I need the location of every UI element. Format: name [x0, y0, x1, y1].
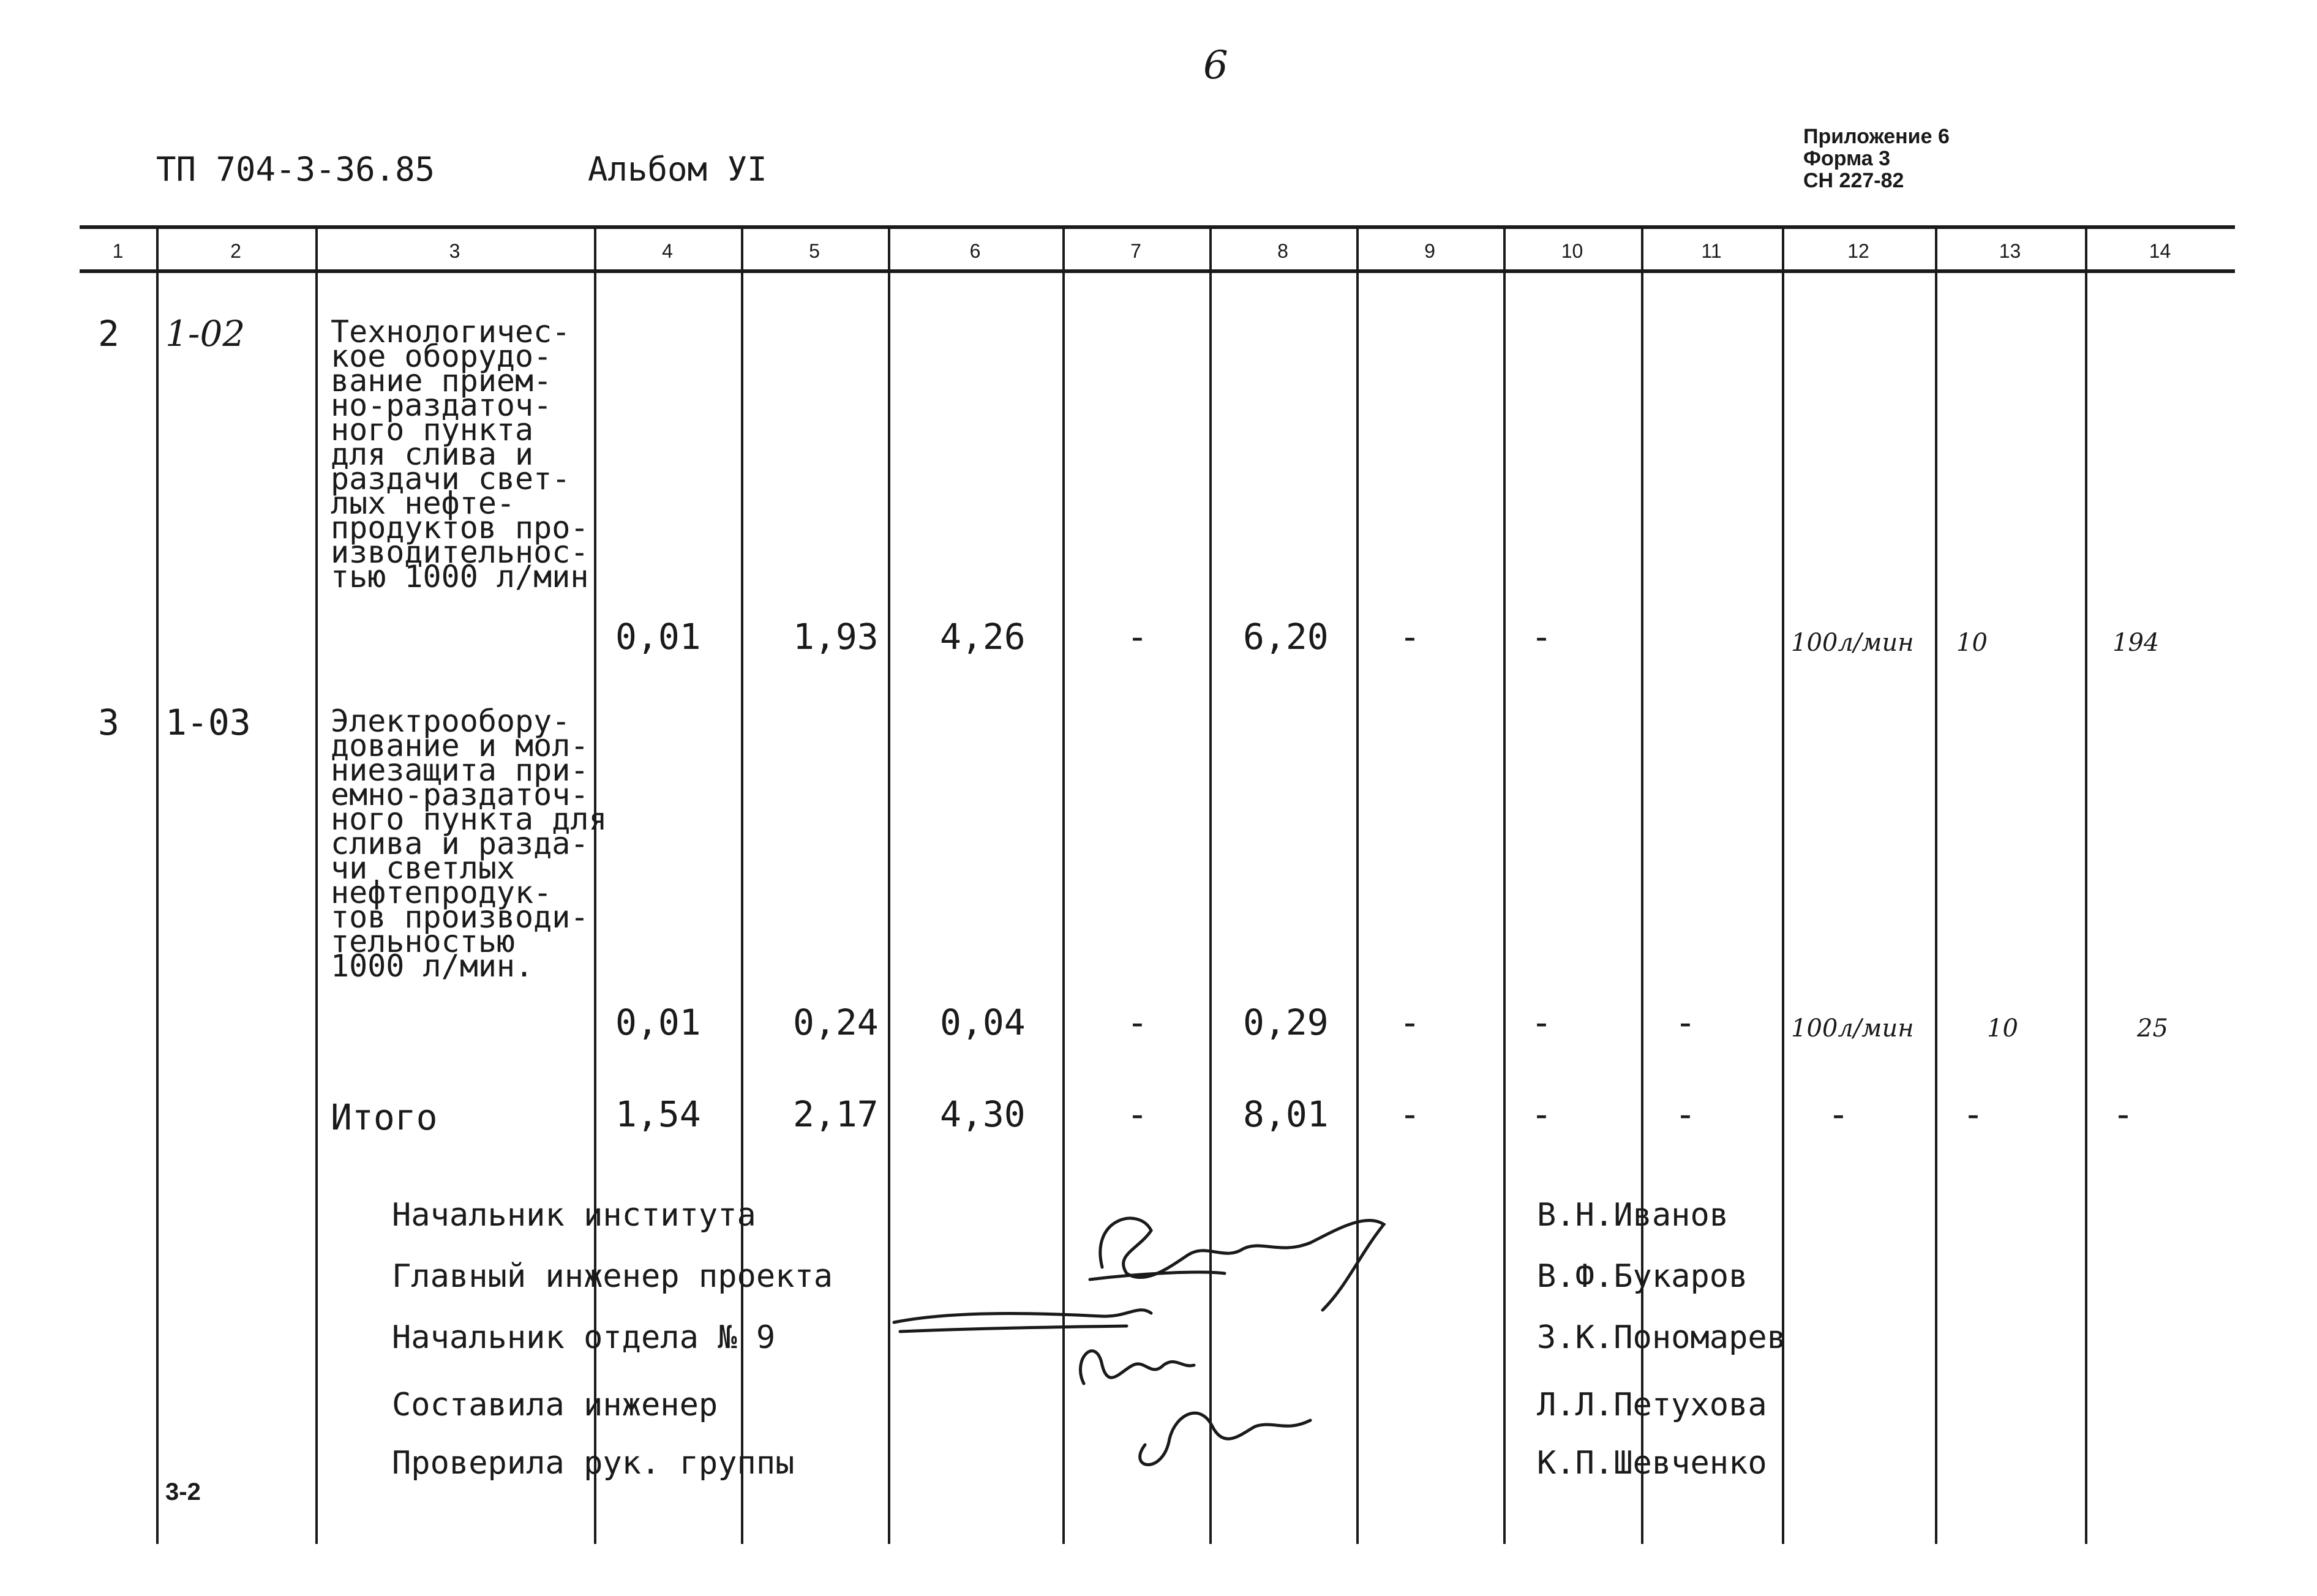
column-number: 1 [112, 240, 124, 262]
column-number: 11 [1701, 240, 1722, 262]
cell-col6: 0,04 [940, 1002, 1026, 1043]
row-description: Электрообору- дование и мол- ниезащита при- емно-раздаточ- ного пункта для слива и разда- чи светлых нефтепродук- тов производи- тельностью 1000 л/мин. [331, 703, 607, 984]
handwritten-signatures [882, 1182, 1433, 1500]
total-col14: - [2112, 1093, 2134, 1135]
signature-name: Л.Л.Петухова [1537, 1387, 1767, 1423]
row-description: Технологичес- кое оборудо- вание прием- но-раздаточ- ного пункта для слива и раздачи свет- лых нефте- продуктов про- изводительнос- тью 1000 л/мин [331, 314, 589, 594]
cell-col6: 4,26 [940, 616, 1026, 658]
cell-col12: 100л/мин [1791, 1014, 1914, 1043]
appendix-line: Приложение 6 [1803, 125, 1950, 148]
signature-name: В.Ф.Букаров [1537, 1258, 1748, 1295]
cell-col12: 100л/мин [1791, 629, 1914, 657]
column-number: 8 [1277, 240, 1288, 262]
norm-line: СН 227-82 [1803, 169, 1904, 192]
total-label: Итого [331, 1096, 438, 1138]
appendix-stamp [1803, 126, 1950, 192]
cell-col10: - [1531, 616, 1552, 658]
cell-col9: - [1399, 1002, 1421, 1043]
signature-role: Главный инженер проекта [392, 1258, 833, 1295]
total-col10: - [1531, 1093, 1552, 1135]
signature-role: Проверила рук. группы [392, 1445, 795, 1482]
cell-col5: 1,93 [793, 616, 879, 658]
total-col13: - [1962, 1093, 1984, 1135]
row-number: 3 [98, 702, 119, 743]
cell-col4: 0,01 [615, 616, 701, 658]
cell-col13: 10 [1956, 629, 1988, 657]
total-col8: 8,01 [1243, 1093, 1329, 1135]
row-code: 1-02 [165, 313, 246, 354]
total-col7: - [1127, 1093, 1148, 1135]
total-col6: 4,30 [940, 1093, 1026, 1135]
cell-col4: 0,01 [615, 1002, 701, 1043]
total-col4: 1,54 [615, 1093, 701, 1135]
cell-col9: - [1399, 616, 1421, 658]
column-number: 4 [662, 240, 673, 262]
document-reference: ТП 704-3-36.85 [156, 150, 435, 189]
cell-col14: 194 [2112, 629, 2160, 657]
sheet-code: 3-2 [165, 1478, 201, 1505]
total-col11: - [1675, 1093, 1696, 1135]
signature-name: З.К.Пономарев [1537, 1319, 1786, 1356]
column-number: 13 [1999, 240, 2021, 262]
column-number: 2 [230, 240, 241, 262]
total-col9: - [1399, 1093, 1421, 1135]
column-number: 10 [1561, 240, 1583, 262]
signature-name: К.П.Шевченко [1537, 1445, 1767, 1482]
cell-col11: - [1675, 1002, 1696, 1043]
column-number: 9 [1424, 240, 1435, 262]
column-number: 7 [1130, 240, 1141, 262]
column-number: 12 [1847, 240, 1869, 262]
cell-col7: - [1127, 616, 1148, 658]
page-number: 6 [1203, 43, 1228, 88]
table-top-rule [80, 225, 2235, 229]
cell-col10: - [1531, 1002, 1552, 1043]
row-number: 2 [98, 313, 119, 354]
column-divider [2085, 228, 2087, 1544]
cell-col14: 25 [2137, 1014, 2168, 1043]
column-number: 5 [809, 240, 820, 262]
header-bottom-rule [80, 269, 2235, 273]
signature-name: В.Н.Иванов [1537, 1197, 1729, 1234]
column-divider [1935, 228, 1937, 1544]
row-code: 1-03 [165, 702, 251, 743]
signature-role: Начальник института [392, 1197, 756, 1234]
total-col5: 2,17 [793, 1093, 879, 1135]
cell-col8: 6,20 [1243, 616, 1329, 658]
column-divider [315, 228, 318, 1544]
column-divider [1503, 228, 1506, 1544]
signature-role: Составила инженер [392, 1387, 718, 1423]
cell-col13: 10 [1987, 1014, 2018, 1043]
cell-col5: 0,24 [793, 1002, 879, 1043]
column-number: 6 [969, 240, 981, 262]
total-col12: - [1828, 1093, 1849, 1135]
cell-col8: 0,29 [1243, 1002, 1329, 1043]
form-line: Форма 3 [1803, 147, 1891, 170]
column-number: 3 [449, 240, 460, 262]
column-number: 14 [2149, 240, 2171, 262]
signature-role: Начальник отдела № 9 [392, 1319, 776, 1356]
cell-col7: - [1127, 1002, 1148, 1043]
album-label: Альбом УI [588, 150, 767, 189]
column-divider [156, 228, 159, 1544]
